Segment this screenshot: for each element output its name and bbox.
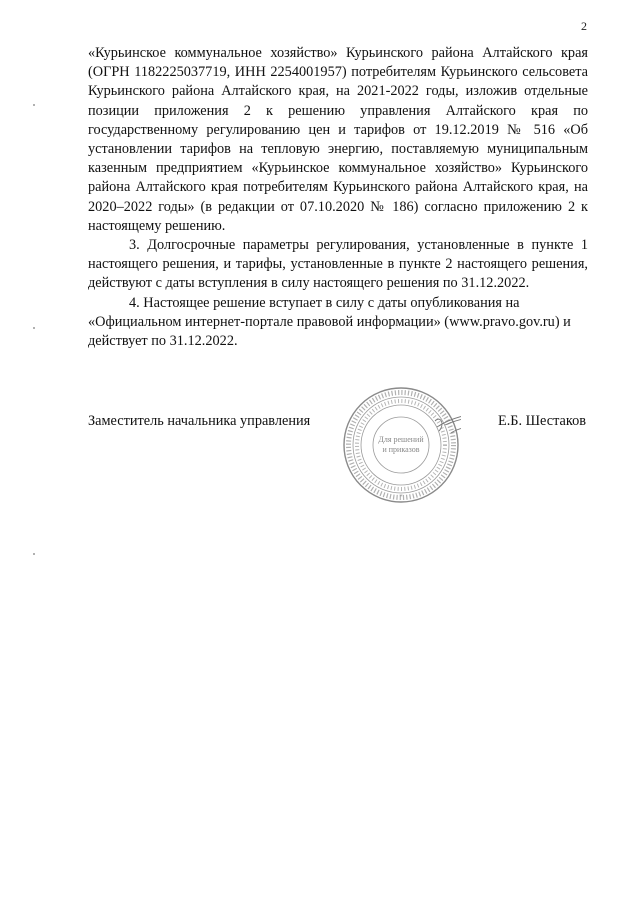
document-body [88, 44, 588, 351]
signatory-name: Е.Б. Шестаков [497, 413, 586, 429]
seal-center-line2: и приказов [382, 445, 420, 454]
seal-center-line1: Для решений [378, 435, 424, 444]
margin-mark [33, 553, 35, 555]
margin-mark [33, 104, 35, 106]
svg-text:*: * [399, 493, 403, 501]
margin-mark [33, 327, 35, 329]
paragraph-item-3: 3. Долгосрочные параметры регулирования, установленные в пункте 1 настоящего решения, и тарифы, установленные в пункте 2 настоящего решения, действуют с даты вступления в силу настоящего решения по 31.12.2022. [88, 237, 588, 292]
official-seal [341, 385, 461, 505]
page-number: 2 [581, 19, 587, 33]
signatory-title: Заместитель начальника управления [88, 413, 311, 429]
paragraph-continuation: «Курьинское коммунальное хозяйство» Курьинского района Алтайского края (ОГРН 1182225037719, ИНН 2254001957) потребителям Курьинского сельсовета Курьинского района Алтайского края, на 2021-2022 годы, изложив отдельные позиции приложения 2 к решению управления Алтайского края по государственному регулированию цен и тарифов от 19.12.2019 № 516 «Об установлении тарифов на тепловую энергию, поставляемую муниципальным казенным предприятием «Курьинское коммунальное хозяйство» Курьинского района Алтайского края потребителям Курьинского района Алтайского края, на 2020–2022 годы» (в редакции от 07.10.2020 № 186) согласно приложению 2 к настоящему решению. [88, 45, 588, 234]
paragraph-item-4: 4. Настоящее решение вступает в силу с даты опубликования на «Официальном интернет-портале правовой информации» (www.pravo.gov.ru) и действует по 31.12.2022. [88, 294, 571, 350]
